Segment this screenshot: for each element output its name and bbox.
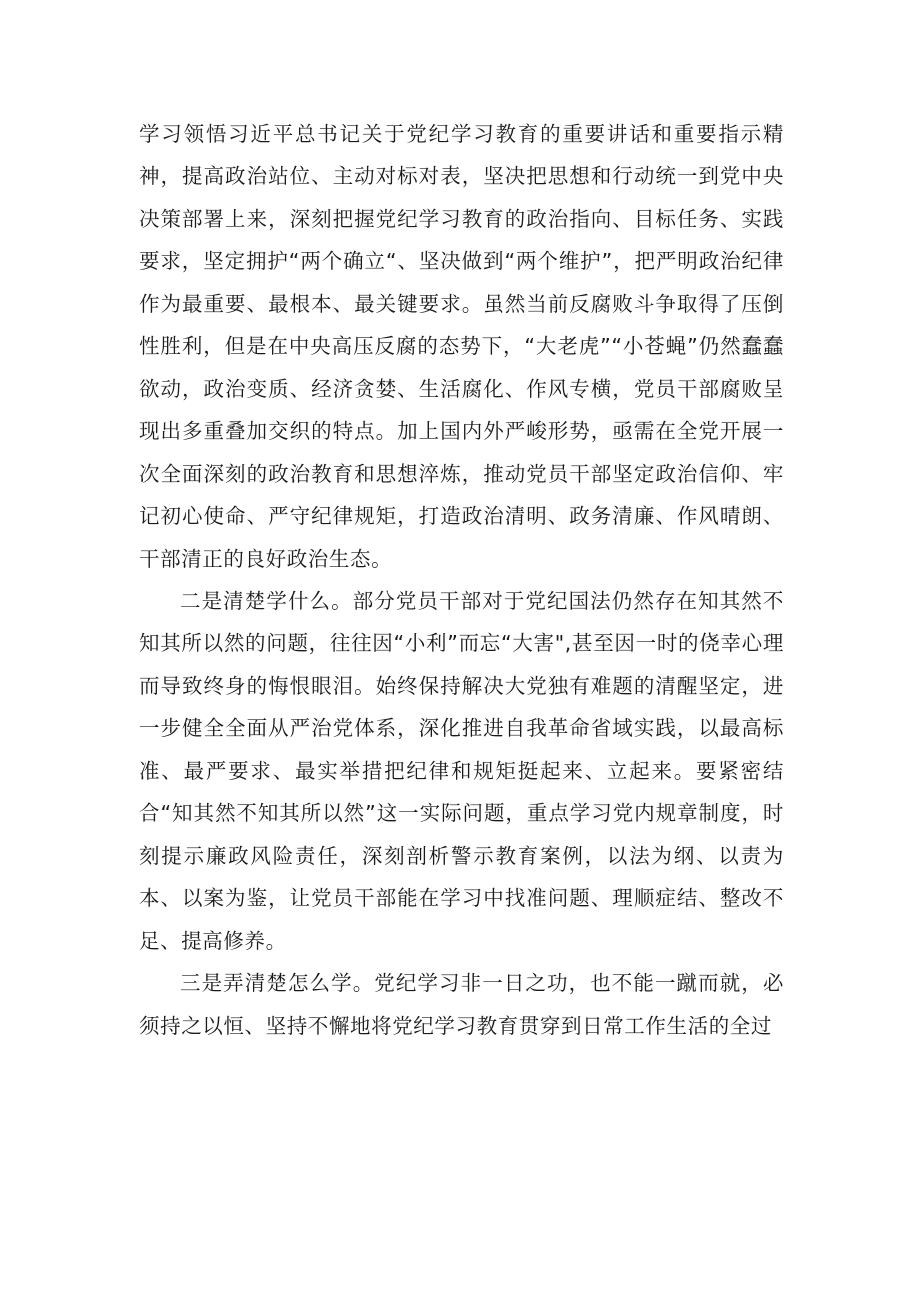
paragraph-1: 学习领悟习近平总书记关于党纪学习教育的重要讲话和重要指示精神，提高政治站位、主动对标对表，坚决把思想和行动统一到党中央决策部署上来，深刻把握党纪学习教育的政治指向、目标任务、实践要求，坚定拥护“两个确立“、坚决做到“两个维护”，把严明政治纪律作为最重要、最根本、最关键要求。虽然当前反腐败斗争取得了压倒性胜利，但是在中央高压反腐的态势下，“大老虎”“小苍蝇”仍然蠢蠢欲动，政治变质、经济贪婪、生活腐化、作风专横，党员干部腐败呈现出多重叠加交织的特点。加上国内外严峻形势，亟需在全党开展一次全面深刻的政治教育和思想淬炼，推动党员干部坚定政治信仰、牢记初心使命、严守纪律规矩，打造政治清明、政务清廉、作风晴朗、干部清正的良好政治生态。 [139, 122, 784, 571]
paragraph-2: 二是清楚学什么。部分党员干部对于党纪国法仍然存在知其然不知其所以然的问题，往往因“小利”而忘“大害",甚至因一时的侥幸心理而导致终身的悔恨眼泪。始终保持解决大党独有难题的清醒坚定，进一步健全全面从严治党体系，深化推进自我革命省域实践，以最高标准、最严要求、最实举措把纪律和规矩挺起来、立起来。要紧密结合“知其然不知其所以然”这一实际问题，重点学习党内规章制度，时刻提示廉政风险责任，深刻剖析警示教育案例，以法为纲、以责为本、以案为鉴，让党员干部能在学习中找准问题、理顺症结、整改不足、提高修养。 [139, 588, 784, 953]
document-body [139, 113, 784, 1047]
paragraph-3: 三是弄清楚怎么学。党纪学习非一日之功，也不能一蹴而就，必须持之以恒、坚持不懈地将党纪学习教育贯穿到日常工作生活的全过 [139, 971, 784, 1038]
